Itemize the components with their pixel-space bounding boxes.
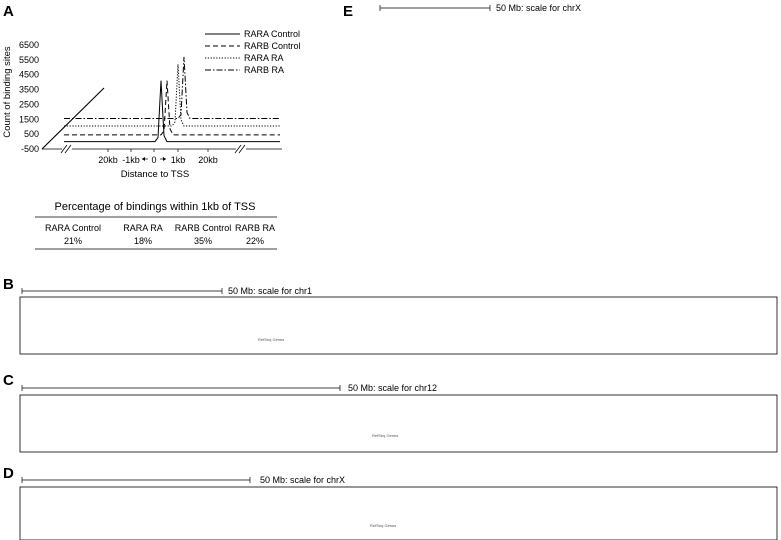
panel-b-chromosome-tracks xyxy=(20,286,777,354)
y-tick-label: 500 xyxy=(23,129,39,140)
table-val-2: 18% xyxy=(133,236,153,246)
scale-label-b: 50 Mb: scale for chr1 xyxy=(228,286,313,296)
percentage-table xyxy=(35,201,277,249)
y-tick-label: -500 xyxy=(20,144,39,154)
series-line-rarb-control xyxy=(64,81,280,135)
panel-e-genome-heatmap xyxy=(380,3,581,13)
panel-label-d: D xyxy=(3,465,14,482)
panel-d-chromosome-tracks xyxy=(20,475,777,540)
panel-c-chromosome-tracks xyxy=(20,383,777,452)
table-col-3: RARB Control xyxy=(174,223,232,233)
x-axis-label: Distance to TSS xyxy=(120,169,190,180)
panel-label-c: C xyxy=(3,372,14,389)
x-tick-label: 20kb xyxy=(198,155,218,165)
legend-entry: RARB RA xyxy=(244,65,285,75)
legend-entry: RARA Control xyxy=(244,29,301,39)
track-frame-b xyxy=(20,297,777,354)
y-tick-label: 4500 xyxy=(18,69,39,80)
track-frame-d xyxy=(20,487,777,540)
table-col-1: RARA Control xyxy=(44,223,102,233)
table-title: Percentage of bindings within 1kb of TSS xyxy=(54,201,256,213)
x-tick-label: 0 xyxy=(151,155,157,165)
y-axis-label: Count of binding sites xyxy=(2,46,13,138)
y-tick-label: 1500 xyxy=(18,114,39,125)
table-col-4: RARB RA xyxy=(234,223,276,233)
x-tick-label: 1kb xyxy=(170,155,186,165)
legend-entry: RARA RA xyxy=(244,53,284,63)
table-val-3: 35% xyxy=(193,236,213,246)
panel-a-line-chart xyxy=(2,29,301,180)
table-val-1: 21% xyxy=(63,236,83,246)
panel-label-b: B xyxy=(3,276,14,293)
y-tick-label: 3500 xyxy=(18,84,39,95)
refseq-label-b: RefSeq Genes xyxy=(258,337,285,342)
legend-entry: RARB Control xyxy=(244,41,301,51)
refseq-label-d: RefSeq Genes xyxy=(370,523,397,528)
scale-label-c: 50 Mb: scale for chr12 xyxy=(348,383,438,393)
panel-label-a: A xyxy=(3,3,14,20)
y-tick-label: 5500 xyxy=(18,54,39,65)
x-tick-label: 20kb xyxy=(98,155,118,165)
table-val-4: 22% xyxy=(245,236,265,246)
track-frame-c xyxy=(20,395,777,452)
refseq-label-c: RefSeq Genes xyxy=(372,433,399,438)
y-tick-label: 6500 xyxy=(18,40,39,50)
scale-label-d: 50 Mb: scale for chrX xyxy=(260,475,346,485)
x-tick-label: -1kb xyxy=(122,155,140,165)
y-tick-label: 2500 xyxy=(18,99,39,110)
panel-label-e: E xyxy=(343,3,354,20)
legend xyxy=(205,29,301,75)
scale-label-e: 50 Mb: scale for chrX xyxy=(496,3,582,13)
table-col-2: RARA RA xyxy=(123,223,163,233)
